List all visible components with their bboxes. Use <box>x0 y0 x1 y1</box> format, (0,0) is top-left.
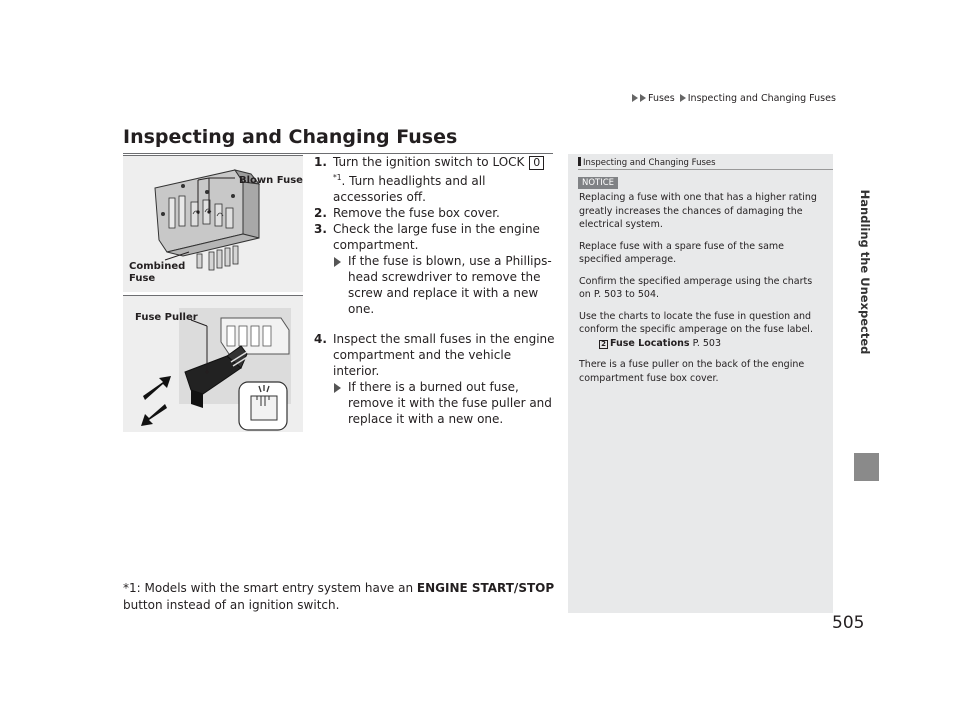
label-combined-fuse <box>129 261 185 284</box>
page-title: Inspecting and Changing Fuses <box>123 126 458 148</box>
step-3-substep <box>333 253 556 317</box>
instruction-steps <box>314 154 556 427</box>
fuse-locations-link[interactable] <box>579 337 825 351</box>
step-4 <box>314 331 556 427</box>
step-number: 2. <box>314 206 327 220</box>
side-note-body <box>579 191 825 393</box>
link-page[interactable]: P. 503 <box>689 337 722 349</box>
triangle-arrow-icon <box>640 94 646 102</box>
step-2 <box>314 205 556 221</box>
label-fuse-puller: Fuse Puller <box>135 312 198 323</box>
label-blown-fuse: Blown Fuse <box>239 175 303 186</box>
side-note-header <box>578 157 716 168</box>
footnote-text-cont: button instead of an ignition switch. <box>123 598 340 612</box>
footnote <box>123 580 563 614</box>
link-label[interactable]: Fuse Locations <box>610 337 690 349</box>
step-number: 3. <box>314 222 327 236</box>
step-1 <box>314 154 556 205</box>
step-3-text: Check the large fuse in the engine compartment. <box>333 222 540 252</box>
step-number: 4. <box>314 332 327 346</box>
side-note-divider <box>578 169 833 170</box>
chapter-tab-marker <box>854 453 879 481</box>
reference-arrow-icon: 2 <box>599 340 608 349</box>
step-1-text-cont: . Turn headlights and all accessories off. <box>333 174 486 204</box>
note-paragraph: Replace fuse with a spare fuse of the same specified amperage. <box>579 240 784 265</box>
substep-arrow-icon <box>334 257 341 267</box>
breadcrumb-section[interactable]: Fuses <box>648 93 675 104</box>
substep-arrow-icon <box>334 383 341 393</box>
chapter-tab <box>853 92 877 452</box>
side-note-title: Inspecting and Changing Fuses <box>583 158 716 168</box>
note-marker-icon <box>578 157 581 166</box>
lock-position-key: 0 <box>529 156 544 170</box>
step-4-substep-text: If there is a burned out fuse, remove it with the fuse puller and replace it with a new one. <box>348 380 552 426</box>
step-1-text: Turn the ignition switch to LOCK <box>333 155 529 169</box>
step-2-text: Remove the fuse box cover. <box>333 206 500 220</box>
triangle-arrow-icon <box>680 94 686 102</box>
notice-badge: NOTICE <box>578 177 618 189</box>
note-paragraph: Use the charts to locate the fuse in question and conform the specific amperage on the fuse label. <box>579 310 813 335</box>
page-number: 505 <box>832 613 865 633</box>
triangle-arrow-icon <box>632 94 638 102</box>
figure-fuse-box <box>123 155 303 292</box>
footnote-ref[interactable]: *1 <box>333 173 342 182</box>
note-paragraph: Confirm the specified amperage using the charts on P. 503 to 504. <box>579 275 813 300</box>
breadcrumb-topic[interactable]: Inspecting and Changing Fuses <box>687 93 836 104</box>
step-3-substep-text: If the fuse is blown, use a Phillips-head screwdriver to remove the screw and replace it with a new one. <box>348 254 552 316</box>
step-4-substep <box>333 379 556 427</box>
note-paragraph: There is a fuse puller on the back of the engine compartment fuse box cover. <box>579 359 805 384</box>
label-combined-line2: Fuse <box>129 272 156 284</box>
footnote-button-name: ENGINE START/STOP <box>416 581 555 595</box>
step-number: 1. <box>314 155 327 169</box>
breadcrumb <box>632 93 836 104</box>
chapter-tab-label: Handling the Unexpected <box>858 189 872 355</box>
figure-fuse-puller <box>123 295 303 432</box>
note-paragraph: Replacing a fuse with one that has a higher rating greatly increases the chances of damaging the electrical system. <box>579 192 817 230</box>
footnote-text: *1: Models with the smart entry system have an <box>123 581 417 595</box>
step-4-text: Inspect the small fuses in the engine compartment and the vehicle interior. <box>333 332 555 378</box>
label-combined-line1: Combined <box>129 261 186 272</box>
step-3 <box>314 221 556 317</box>
